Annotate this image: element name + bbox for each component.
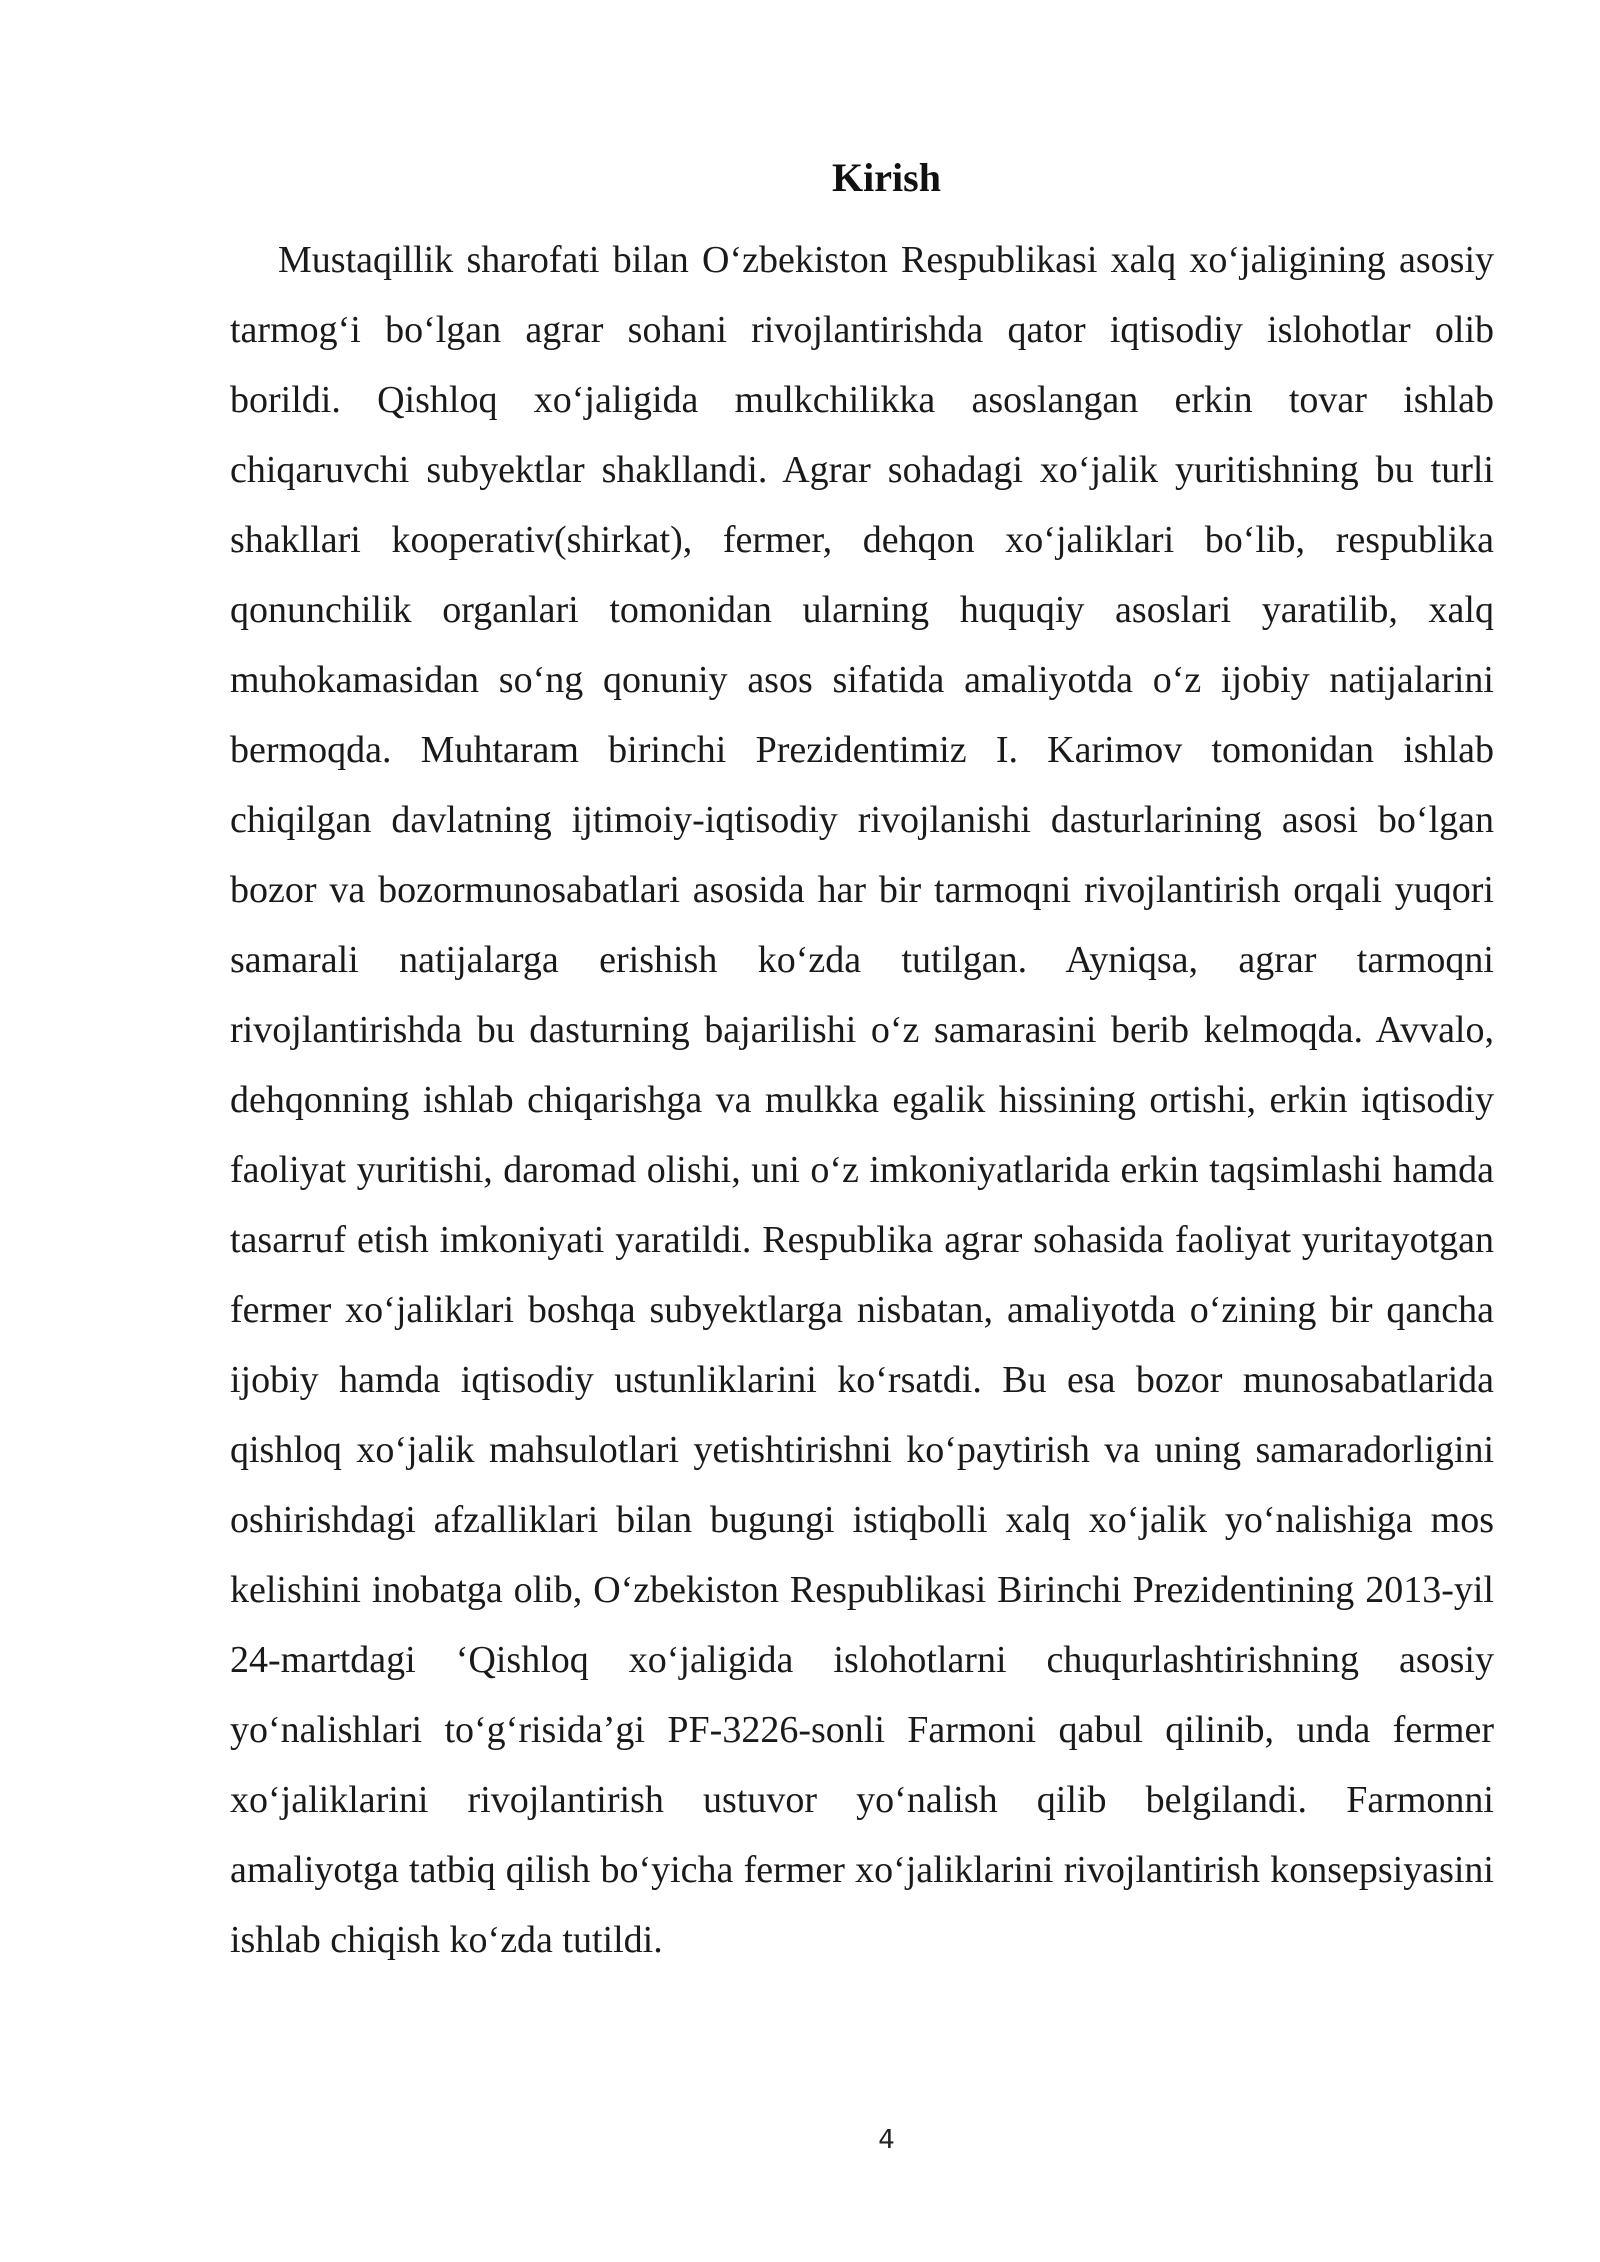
body-paragraph: Mustaqillik sharofati bilan O‘zbekiston Respublikasi xalq xo‘jaligining asosiy tarmog‘i bo‘lgan agrar sohani rivojlantirishda qator iqtisodiy islohotlar olib borildi. Qishloq xo‘jaligida mulkchilikka asoslangan erkin tovar ishlab chiqaruvchi subyektlar shakllandi. Agrar sohadagi xo‘jalik yuritishning bu turli shakllari kooperativ(shirkat), fermer, dehqon xo‘jaliklari bo‘lib, respublika qonunchilik organlari tomonidan ularning huquqiy asoslari yaratilib, xalq muhokamasidan so‘ng qonuniy asos sifatida amaliyotda o‘z ijobiy natijalarini bermoqda. Muhtaram birinchi Prezidentimiz I. Karimov tomonidan ishlab chiqilgan davlatning ijtimoiy-iqtisodiy rivojlanishi dasturlarining asosi bo‘lgan bozor va bozormunosabatlari asosida har bir tarmoqni rivojlantirish orqali yuqori samarali natijalarga erishish ko‘zda tutilgan. Ayniqsa, agrar tarmoqni rivojlantirishda bu dasturning bajarilishi o‘z samarasini berib kelmoqda. Avvalo, dehqonning ishlab chiqarishga va mulkka egalik hissining ortishi, erkin iqtisodiy faoliyat yuritishi, daromad olishi, uni o‘z imkoniyatlarida erkin taqsimlashi hamda tasarruf etish imkoniyati yaratildi. Respublika agrar sohasida faoliyat yuritayotgan fermer xo‘jaliklari boshqa subyektlarga nisbatan, amaliyotda o‘zining bir qancha ijobiy hamda iqtisodiy ustunliklarini ko‘rsatdi. Bu esa bozor munosabatlarida qishloq xo‘jalik mahsulotlari yetishtirishni ko‘paytirish va uning samaradorligini oshirishdagi afzalliklari bilan bugungi istiqbolli xalq xo‘jalik yo‘nalishiga mos kelishini inobatga olib, O‘zbekiston Respublikasi Birinchi Prezidentining 2013-yil 24-martdagi ‘Qishloq xo‘jaligida islohotlarni chuqurlashtirishning asosiy yo‘nalishlari to‘g‘risida’gi PF-3226-sonli Farmoni qabul qilinib, unda fermer xo‘jaliklarini rivojlantirish ustuvor yo‘nalish qilib belgilandi. Farmonni amaliyotga tatbiq qilish bo‘yicha fermer xo‘jaliklarini rivojlantirish konsepsiyasini ishlab chiqish ko‘zda tutildi. [230, 239, 1494, 1961]
page-number: 4 [878, 2125, 895, 2155]
section-heading: Kirish [832, 155, 941, 200]
